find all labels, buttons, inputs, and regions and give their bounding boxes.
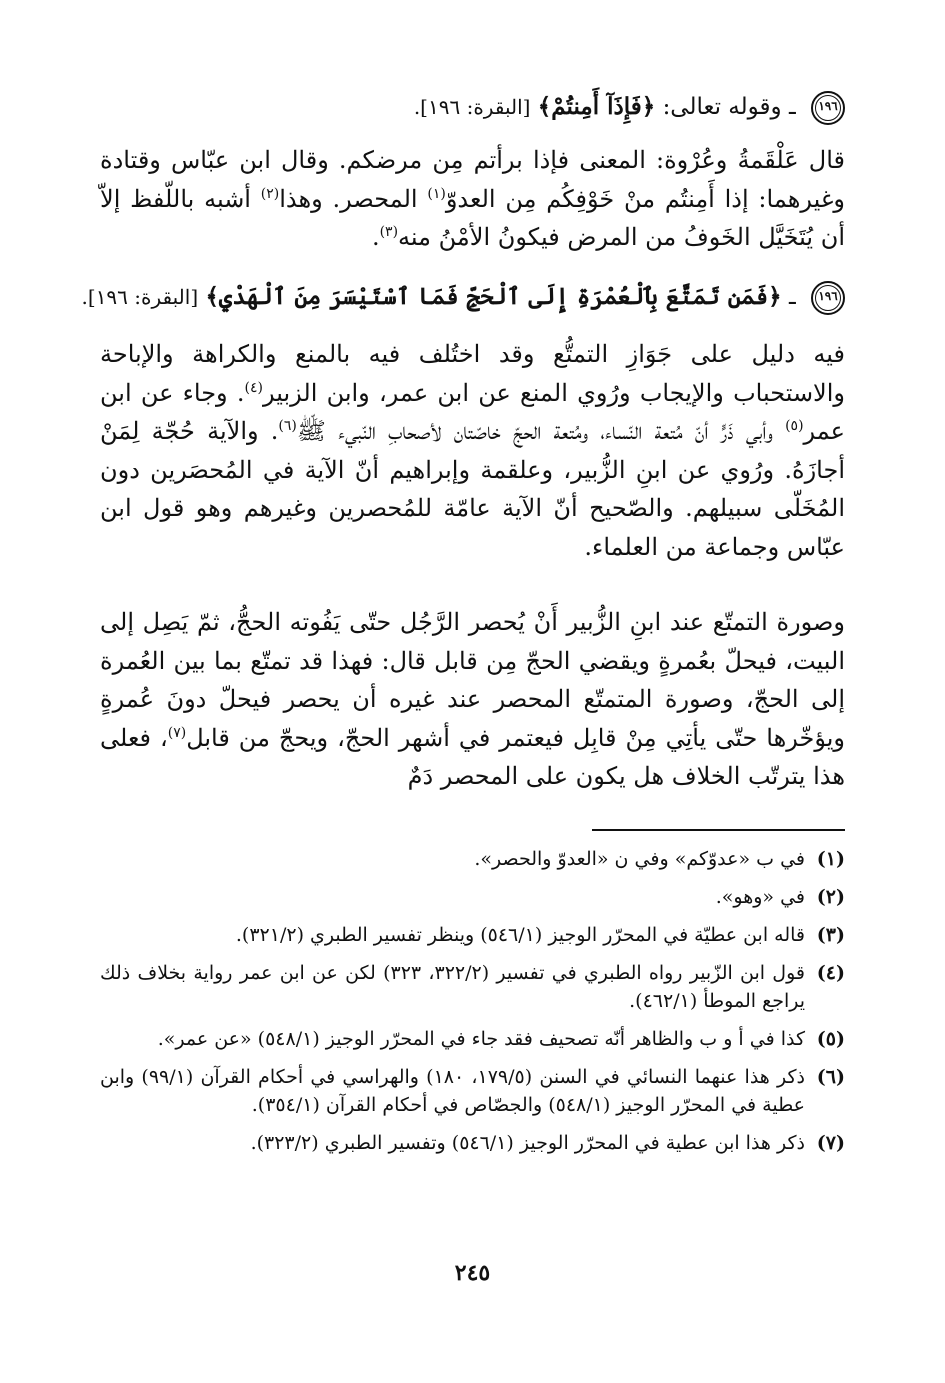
page-number: ٢٤٥ bbox=[454, 1260, 491, 1286]
footnote bbox=[100, 959, 845, 1015]
footnote-text: في ب «عدوّكم» وفي ن «العدوّ والحصر». bbox=[474, 848, 805, 870]
footnote-text: قاله ابن عطيّة في المحرّر الوجيز (٥٤٦/١) وينظر تفسير الطبري (٣٢١/٢). bbox=[235, 924, 805, 946]
footnote-number: (٢) bbox=[816, 886, 845, 908]
verse-prefix: ـ bbox=[788, 284, 796, 310]
footnote-marker: (٧) bbox=[167, 724, 187, 741]
footnote-number: (٣) bbox=[816, 924, 845, 946]
footnote-text: ذكر هذا ابن عطية في المحرّر الوجيز (٥٤٦/١) وتفسير الطبري (٣٢٣/٢). bbox=[250, 1132, 805, 1154]
footnote-marker: (١) bbox=[427, 185, 446, 202]
footnote-text: كذا في أ و ب والظاهر أنّه تصحيف فقد جاء في المحرّر الوجيز (٥٤٨/١) «عن عمر». bbox=[157, 1028, 805, 1050]
footnote-marker: (٢) bbox=[260, 185, 280, 202]
footnote-separator bbox=[592, 829, 845, 831]
footnote-number: (٧) bbox=[816, 1132, 845, 1154]
footnote-text: ذكر هذا عنهما النسائي في السنن (١٧٩/٥، ١٨٠) والهراسي في أحكام القرآن (٩٩/١) وابن عطية في المحرّر الوجيز (٥٤٨/١) والجصّاص في أحكام القرآن (٣٥٤/١). bbox=[100, 1066, 805, 1116]
verse-number-roundel: ١٩٦ bbox=[811, 281, 845, 315]
verse-heading bbox=[81, 278, 845, 316]
footnote bbox=[100, 1063, 845, 1119]
footnote-marker: (٤) bbox=[244, 379, 263, 396]
footnote bbox=[100, 883, 845, 911]
footnotes bbox=[100, 845, 845, 1167]
verse-reference: [البقرة: ١٩٦]. bbox=[413, 95, 531, 119]
footnote-number: (٤) bbox=[816, 962, 845, 984]
footnote-number: (٦) bbox=[816, 1066, 845, 1088]
verse-reference: [البقرة: ١٩٦]. bbox=[81, 285, 199, 309]
footnote-text: قول ابن الزّبير رواه الطبري في تفسير (٣٢٢/٢، ٣٢٣) لكن عن ابن عمر رواية بخلاف ذلك يراجع الموطأ (٤٦٢/١). bbox=[100, 962, 806, 1012]
verse-heading bbox=[100, 88, 845, 126]
commentary-paragraph: وصورة التمتّع عند ابنِ الزُّبير أَنْ يُحصر الرَّجُل حتّى يَفُوته الحجُّ، ثمّ يَصِل إلى البيت، فيحلّ بعُمرةٍ ويقضي الحجّ مِن قابل قال: فهذا قد تمتّع بما بين العُمرة إلى الحجّ، وصورة المتمتّع المحصر عند غيره أن يحصر فيحلّ دونَ عُمرةٍ ويؤخّرها حتّى يأتِي مِنْ قابِل فيعتمر في أشهر الحجّ، ويحجّ من قابل$^{(٧)}$، فعلى هذا يترتّب الخلاف هل يكون على المحصر دَمٌ bbox=[100, 608, 845, 790]
commentary-paragraph: قال عَلْقَمةُ وعُرْوة: المعنى فإذا برأتم مِن مرضكم. وقال ابن عبّاس وقتادة وغيرهما: إذا أَمِنتُم منْ خَوْفِكُم مِن العدوّ$^{(١)}$ المحصر. وهذا$^{(٢)}$ أشبه باللّفظ إلاّ أن يُتَخَيَّل الخَوفُ من المرض فيكونُ الأمْنُ منه$^{(٣)}$. bbox=[100, 146, 845, 251]
footnote-marker: (٣) bbox=[379, 224, 399, 240]
footnote bbox=[100, 1129, 845, 1157]
verse-number-roundel: ١٩٦ bbox=[811, 91, 845, 125]
footnote bbox=[100, 845, 845, 873]
footnote-number: (٥) bbox=[816, 1028, 845, 1050]
commentary-paragraph: فيه دليل على جَوَازِ التمتُّع وقد اختُلف فيه بالمنع والكراهة والإباحة والاستحباب والإيجاب ورُوي المنع عن ابن عمر، وابن الزبير$^{(٤)}$. وجاء عن ابن عمر$^{(٥)}$ وأبي ذَرٍّ أنّ مُتعة النّساء، ومُتعة الحجّ خاصّتان لأصحابِ النّبيء ﷺ$^{(٦)}$. والآية حُجّة لِمَنْ أجازَهُ. ورُوي عن ابنِ الزُّبير، وعلقمة وإبراهيم أنّ الآية في المُحصَرين دون المُخَلّى سبيلهم. والصّحيح أنّ الآية عامّة للمُحصرين وغيرهم وهو قول ابن عبّاس وجماعة من العلماء. bbox=[100, 340, 846, 561]
verse-text: ﴿فَمَن تَمَتَّعَ بِٱلْعُمْرَةِ إِلَى ٱلْحَجِّ فَمَا ٱسْتَيْسَرَ مِنَ ٱلْهَدْيِ﴾ bbox=[205, 283, 782, 310]
footnote bbox=[100, 1025, 845, 1053]
verse-prefix: ـ وقوله تعالى: bbox=[662, 94, 796, 120]
footnote-marker: (٥) bbox=[785, 418, 804, 434]
footnote-number: (١) bbox=[816, 848, 845, 870]
footnote-marker: (٦) bbox=[278, 418, 297, 434]
footnote bbox=[100, 921, 845, 949]
verse-text: ﴿فَإِذَآ أَمِنتُمْ﴾ bbox=[537, 93, 656, 120]
footnote-text: في «وهو». bbox=[715, 886, 805, 908]
